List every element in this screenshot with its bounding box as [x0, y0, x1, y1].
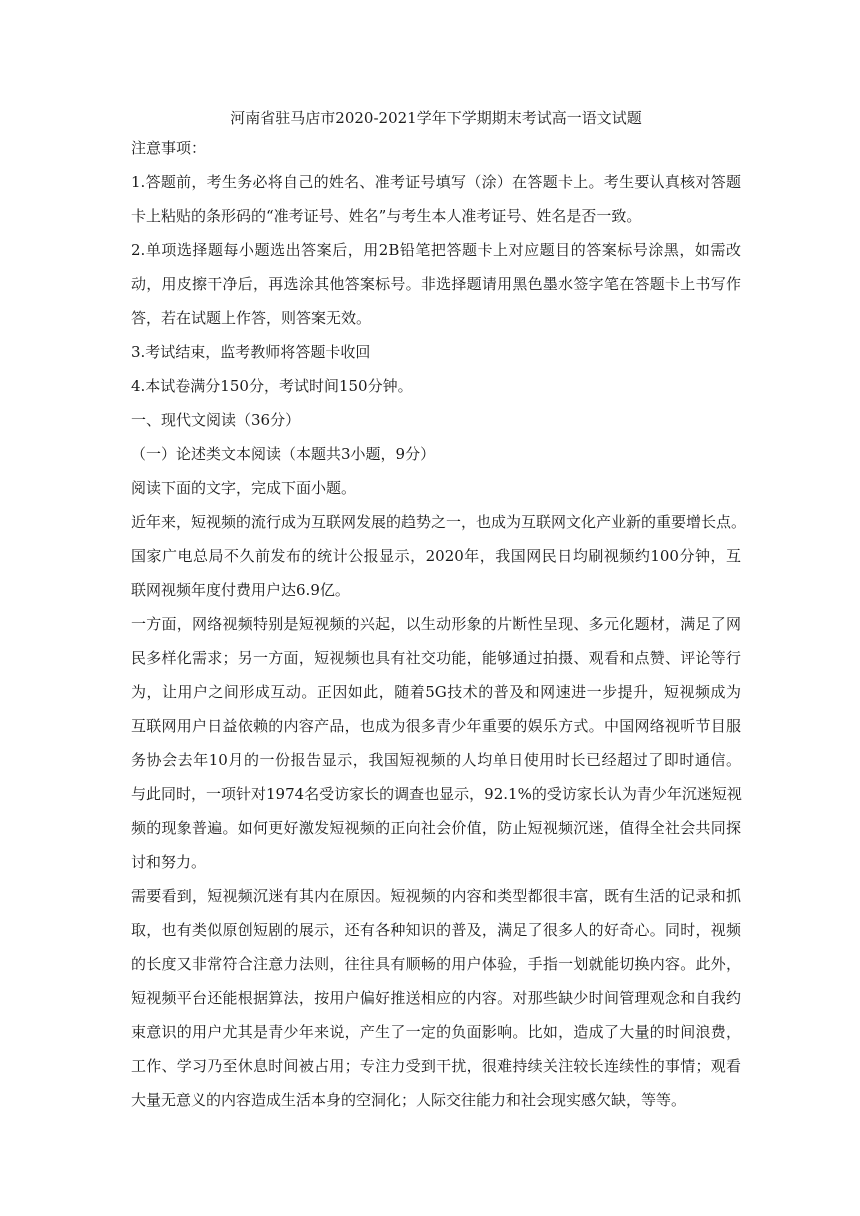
paragraph-line: 为，让用户之间形成互动。正因如此，随着5G技术的普及和网速进一步提升，短视频成为: [131, 683, 741, 701]
notice-item-3: 3.考试结束，监考教师将答题卡收回: [131, 343, 371, 361]
paragraph-line: 束意识的用户尤其是青少年来说，产生了一定的负面影响。比如，造成了大量的时间浪费，: [131, 1023, 741, 1041]
paragraph-line: 近年来，短视频的流行成为互联网发展的趋势之一，也成为互联网文化产业新的重要增长点。: [131, 513, 747, 531]
paragraph-line: 与此同时，一项针对1974名受访家长的调查也显示，92.1%的受访家长认为青少年沉迷短视: [131, 785, 742, 803]
page-title: 河南省驻马店市2020-2021学年下学期期末考试高一语文试题: [230, 109, 642, 127]
notice-item-1: [131, 172, 741, 226]
passage-paragraph-2: [131, 614, 741, 872]
paragraph-line: 取，也有类似原创短剧的展示，还有各种知识的普及，满足了很多人的好奇心。同时，视频: [131, 921, 741, 939]
paragraph-line: 国家广电总局不久前发布的统计公报显示，2020年，我国网民日均刷视频约100分钟，互: [131, 547, 741, 565]
paragraph-line: 互联网用户日益依赖的内容产品，也成为很多青少年重要的娱乐方式。中国网络视听节目服: [131, 717, 741, 735]
paragraph-line: 大量无意义的内容造成生活本身的空洞化；人际交往能力和社会现实感欠缺，等等。: [131, 1091, 687, 1109]
exam-page: [131, 108, 747, 1124]
notice-2-line: 2.单项选择题每小题选出答案后，用2B铅笔把答题卡上对应题目的答案标号涂黑，如需改: [131, 241, 741, 259]
notice-2-line: 答，若在试题上作答，则答案无效。: [131, 309, 372, 327]
paragraph-line: 联网视频年度付费用户达6.9亿。: [131, 581, 350, 599]
reading-instruction: 阅读下面的文字，完成下面小题。: [131, 479, 357, 497]
passage-paragraph-1: [131, 512, 747, 600]
notice-1-line: 1.答题前，考生务必将自己的姓名、准考证号填写（涂）在答题卡上。考生要认真核对答题: [131, 173, 741, 191]
notice-heading: 注意事项：: [131, 139, 207, 157]
paragraph-line: 务协会去年10月的一份报告显示，我国短视频的人均单日使用时长已经超过了即时通信。: [131, 751, 741, 769]
notice-2-line: 动，用皮擦干净后，再选涂其他答案标号。非选择题请用黑色墨水签字笔在答题卡上书写作: [131, 275, 741, 293]
notice-item-2: [131, 240, 741, 328]
paragraph-line: 频的现象普遍。如何更好激发短视频的正向社会价值，防止短视频沉迷，值得全社会共同探: [131, 819, 741, 837]
notice-item-4: 4.本试卷满分150分，考试时间150分钟。: [131, 377, 413, 395]
section-heading: 一、现代文阅读（36分）: [131, 411, 301, 429]
paragraph-line: 民多样化需求；另一方面，短视频也具有社交功能，能够通过拍摄、观看和点赞、评论等行: [131, 649, 741, 667]
passage-paragraph-3: [131, 886, 741, 1110]
paragraph-line: 短视频平台还能根据算法，按用户偏好推送相应的内容。对那些缺少时间管理观念和自我约: [131, 989, 741, 1007]
subsection-heading: （一）论述类文本阅读（本题共3小题，9分）: [131, 445, 436, 463]
paragraph-line: 一方面，网络视频特别是短视频的兴起，以生动形象的片断性呈现、多元化题材，满足了网: [131, 615, 741, 633]
paragraph-line: 的长度又非常符合注意力法则，往往具有顺畅的用户体验，手指一划就能切换内容。此外，: [131, 955, 741, 973]
paragraph-line: 工作、学习乃至休息时间被占用；专注力受到干扰，很难持续关注较长连续性的事情；观看: [131, 1057, 741, 1075]
paragraph-line: 讨和努力。: [131, 853, 207, 871]
paragraph-line: 需要看到，短视频沉迷有其内在原因。短视频的内容和类型都很丰富，既有生活的记录和抓: [131, 887, 741, 905]
notice-1-line: 卡上粘贴的条形码的“准考证号、姓名”与考生本人准考证号、姓名是否一致。: [131, 207, 642, 225]
